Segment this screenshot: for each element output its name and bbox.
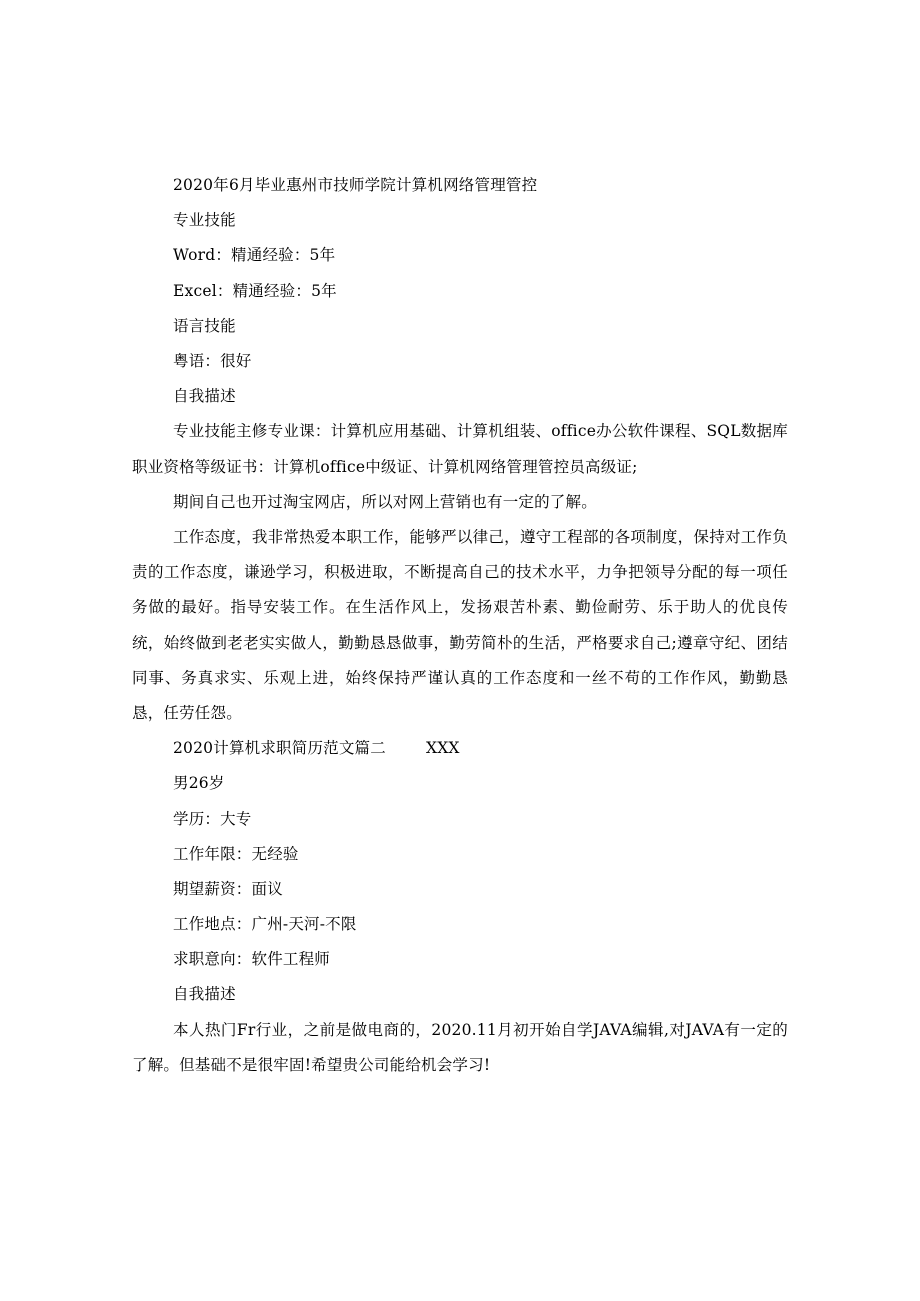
self-description-heading-2: 自我描述 xyxy=(173,985,236,1004)
courses-paragraph: 专业技能主修专业课：计算机应用基础、计算机组装、office办公软件课程、SQL数据库职业资格等级证书：计算机office中级证、计算机网络管理管控员高级证; xyxy=(132,422,788,476)
education: 学历：大专 xyxy=(173,809,252,828)
self-description-heading: 自我描述 xyxy=(173,387,236,406)
work-location: 工作地点：广州-天河-不限 xyxy=(173,915,357,934)
language-cantonese: 粤语：很好 xyxy=(173,351,252,370)
gender-age: 男26岁 xyxy=(173,774,225,793)
skills-heading: 专业技能 xyxy=(173,211,236,230)
skill-word: Word：精通经验：5年 xyxy=(173,246,336,265)
expected-salary: 期望薪资：面议 xyxy=(173,879,283,898)
language-heading: 语言技能 xyxy=(173,316,236,335)
document-body xyxy=(132,168,788,1083)
intro-paragraph: 本人热门Fr行业，之前是做电商的，2020.11月初开始自学JAVA编辑,对JAVA有一定的了解。但基础不是很牢固!希望贵公司能给机会学习! xyxy=(132,1020,788,1074)
candidate-name: XXX xyxy=(425,739,460,758)
taobao-paragraph: 期间自己也开过淘宝网店，所以对网上营销也有一定的了解。 xyxy=(173,492,597,511)
attitude-paragraph: 工作态度，我非常热爱本职工作，能够严以律己，遵守工程部的各项制度，保持对工作负责的工作态度，谦逊学习，积极进取，不断提高自己的技术水平，力争把领导分配的每一项任务做的最好。指导安装工作。在生活作风上，发扬艰苦朴素、勤俭耐劳、乐于助人的优良传统，始终做到老老实实做人，勤勤恳恳做事，勤劳简朴的生活，严格要求自己;遵章守纪、团结同事、务真求实、乐观上进，始终保持严谨认真的工作态度和一丝不苟的工作作风，勤勤恳恳，任劳任怨。 xyxy=(132,527,788,722)
resume-title: 2020计算机求职简历范文篇二 xyxy=(173,739,386,758)
job-intention: 求职意向：软件工程师 xyxy=(173,950,331,969)
work-years: 工作年限：无经验 xyxy=(173,844,299,863)
skill-excel: Excel：精通经验：5年 xyxy=(173,281,337,300)
resume-title-line xyxy=(132,731,788,766)
graduation-line: 2020年6月毕业惠州市技师学院计算机网络管理管控 xyxy=(173,176,538,194)
